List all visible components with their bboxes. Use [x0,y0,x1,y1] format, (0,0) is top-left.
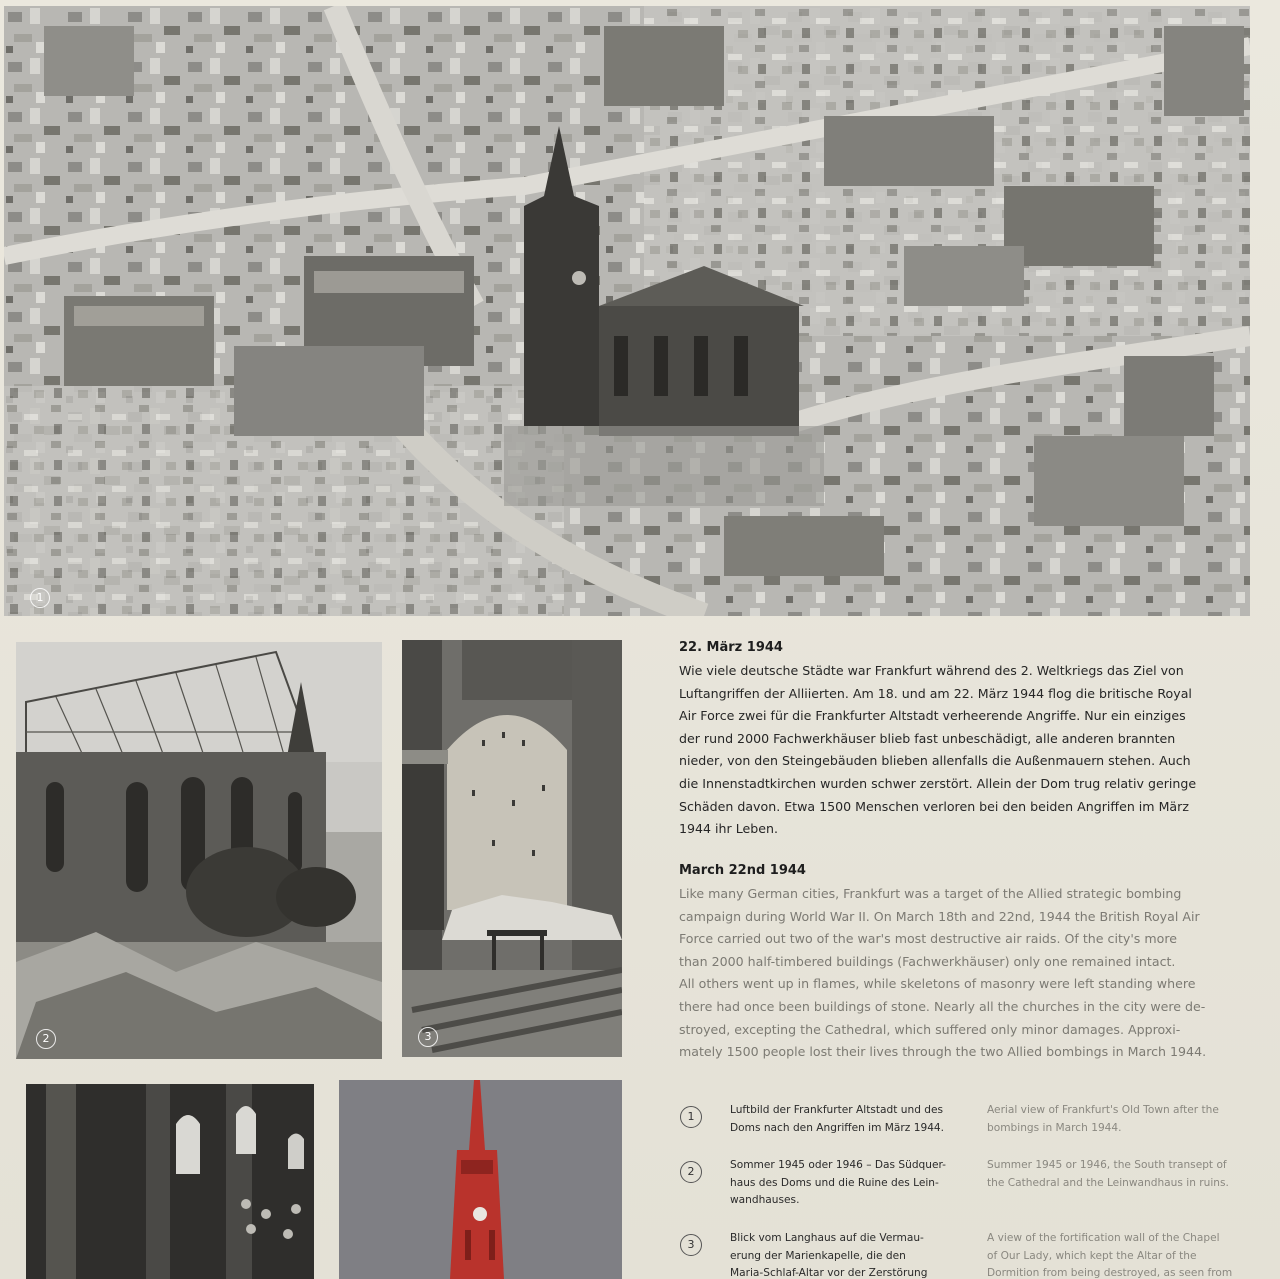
caption-english: Summer 1945 or 1946, the South transept of the Cathedral and the Leinwandhaus in ruins. [987,1159,1229,1189]
photo-number-badge-1: 1 [30,588,50,608]
transept-ruin-photo [16,642,382,1059]
fortification-wall-photo [402,640,622,1057]
german-heading: 22. März 1944 [679,640,783,655]
english-body: Like many German cities, Frankfurt was a target of the Allied strategic bombing campaign during World War II. On March 18th and 22nd, 1944 the British Royal Air Force carried out two of the war's most destructive air raids. Of the city's more than 2000 half-timbered buildings (Fachwerkhäuser) only one remained intact. All others went up in flames, while skeletons of masonry were left standing where there had once been buildings of stone. Nearly all the churches in the city were de- stroyed, excepting the Cathedral, which suffered only minor damages. Approxi- mately 1500 people lost their lives through the two Allied bombings in March 1944. [679,886,1207,1060]
english-text-block [679,863,1244,1064]
transept-photo-drawing [16,642,382,1059]
english-heading: March 22nd 1944 [679,863,806,878]
cathedral-interior-photo [26,1084,314,1279]
caption-german: Blick vom Langhaus auf die Vermau- erung der Marienkapelle, die den Maria-Schlaf-Altar vor der Zerstörung [730,1232,928,1279]
tower-photo-drawing [339,1080,622,1279]
aerial-photo-old-town [4,6,1250,616]
caption-number: 1 [680,1106,702,1128]
cathedral-tower-photo [339,1080,622,1279]
caption-english: A view of the fortification wall of the Chapel of Our Lady, which kept the Altar of the Dormition from being destroyed, as seen from [987,1232,1233,1279]
caption-english: Aerial view of Frankfurt's Old Town after the bombings in March 1944. [987,1104,1219,1134]
caption-number: 2 [680,1161,702,1183]
interior-photo-drawing [26,1084,314,1279]
caption-number: 3 [680,1234,702,1256]
aerial-photo-drawing [4,6,1250,616]
german-text-block [679,640,1239,841]
wall-photo-drawing [402,640,622,1057]
photo-number-badge-2: 2 [36,1029,56,1049]
caption-german: Sommer 1945 oder 1946 – Das Südquer- haus des Doms und die Ruine des Lein- wandhauses. [730,1159,947,1206]
photo-number-badge-3: 3 [418,1027,438,1047]
german-body: Wie viele deutsche Städte war Frankfurt während des 2. Weltkriegs das Ziel von Luftangriffen der Alliierten. Am 18. und am 22. März 1944 flog die britische Royal Air Force zwei für die Frankfurter Altstadt verheerende Angriffe. Nur ein einziges der rund 2000 Fachwerkhäuser blieb fast unbeschädigt, alle anderen brannten nieder, von den Steingebäuden blieben allenfalls die Außenmauern stehen. Auch die Innenstadtkirchen wurden schwer zerstört. Allein der Dom trug relativ geringe Schäden davon. Etwa 1500 Menschen verloren bei den beiden Angriffen im März 1944 ihr Leben. [679,663,1197,837]
caption-german: Luftbild der Frankfurter Altstadt und des Doms nach den Angriffen im März 1944. [730,1104,945,1134]
